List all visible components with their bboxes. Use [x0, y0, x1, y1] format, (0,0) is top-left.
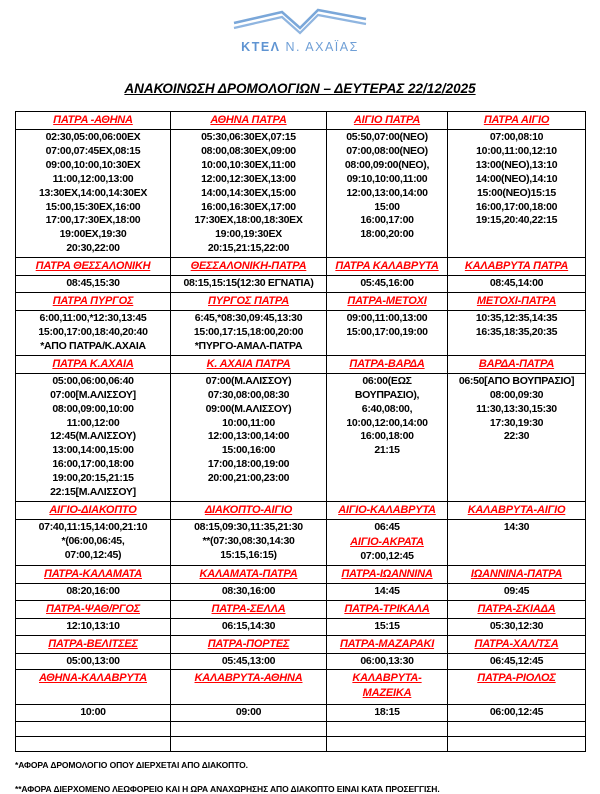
time-line: ΒΟΥΠΡΑΣΙΟ),: [354, 388, 420, 401]
time-line: 10:00,10:30ΕΧ,11:00: [201, 158, 296, 171]
route-name: ΠΑΤΡΑ Κ.ΑΧΑΙΑ: [52, 357, 134, 370]
route-header-cell: [448, 565, 586, 583]
time-line: 16:35,18:35,20:35: [475, 325, 558, 338]
time-line: 02:30,05:00,06:00ΕΧ: [45, 131, 141, 143]
time-line: 08:30,16:00: [221, 584, 276, 597]
time-line: 15:15: [374, 619, 400, 632]
time-line: 05:50,07:00(ΝΕΟ): [346, 131, 428, 143]
ktel-logo: [0, 0, 600, 54]
route-name: Κ. ΑΧΑΙΑ ΠΑΤΡΑ: [206, 357, 291, 370]
route-header-cell: [16, 293, 171, 311]
time-line: 19:15,20:40,22:15: [475, 214, 558, 227]
route-header-cell: [448, 501, 586, 519]
time-line: 08:20,16:00: [66, 584, 120, 597]
time-line: 17:00,17:30ΕΧ,18:00: [45, 214, 141, 227]
time-line: 15:00: [374, 200, 400, 213]
times-row: [16, 618, 586, 635]
empty-cell: [448, 722, 586, 737]
empty-cell: [16, 722, 171, 737]
time-line: 10:00: [80, 706, 106, 719]
time-line: 08:15,15:15(12:30 ΕΓΝΑΤΙΑ): [183, 277, 314, 290]
route-header-cell: [171, 501, 327, 519]
times-row: [16, 130, 586, 258]
ktel-wings-icon: [230, 7, 370, 37]
times-cell: [327, 373, 448, 501]
time-line: 06:00(ΕΩΣ: [362, 374, 412, 387]
route-header-cell: [448, 600, 586, 618]
ktel-logo-rest: Ν. ΑΧΑΪΑΣ: [280, 40, 359, 54]
time-line: 07:40,11:15,14:00,21:10: [38, 520, 148, 533]
time-line: 09:10,10:00,11:00: [346, 172, 428, 185]
time-line: 15:00,17:00,18:40,20:40: [38, 325, 148, 338]
time-line: 15:00(ΝΕΟ)15:15: [477, 186, 556, 199]
times-cell: [448, 519, 586, 565]
time-line: 13:30ΕΧ,14:00,14:30ΕΧ: [38, 186, 148, 199]
route-name: ΚΑΛΑΒΡΥΤΑ-: [352, 672, 422, 685]
time-line: 17:00,18:00,19:00: [207, 458, 290, 471]
route-header-cell: [448, 355, 586, 373]
times-cell: [171, 705, 327, 722]
route-header-cell: [171, 355, 327, 373]
time-line: 13:00,14:00,15:00: [52, 444, 134, 457]
route-header-cell: [16, 635, 171, 653]
route-name: ΘΕΣΣΑΛΟΝΙΚΗ-ΠΑΤΡΑ: [190, 260, 307, 273]
route-name: ΑΙΓΙΟ ΠΑΤΡΑ: [353, 114, 421, 126]
time-line: 17:30,19:30: [489, 416, 544, 429]
time-line: 06:00,13:30: [360, 654, 414, 667]
times-cell: [16, 130, 171, 258]
time-line: 07:00[Μ.ΑΛΙΣΣΟΥ]: [50, 388, 136, 401]
time-line: 10:35,12:35,14:35: [475, 312, 558, 325]
empty-cell: [448, 737, 586, 752]
time-line: 6:45,*08:30,09:45,13:30: [194, 312, 303, 325]
time-line: 19:00,19:30ΕΧ: [215, 228, 282, 241]
time-line: 12:00,12:30ΕΧ,13:00: [201, 172, 296, 185]
time-line: 11:00,12:00,13:00: [52, 172, 134, 185]
time-line: **(07:30,08:30,14:30: [202, 534, 295, 547]
route-header-cell: [16, 112, 171, 130]
time-line: 07:00,12:45: [360, 549, 414, 562]
time-line: 07:00(Μ.ΑΛΙΣΣΟΥ): [205, 374, 292, 387]
time-line: 07:00,07:45ΕΧ,08:15: [45, 144, 141, 157]
times-cell: [16, 653, 171, 670]
time-line: 16:00,17:00,18:00: [52, 458, 134, 471]
time-line: 05:00,06:00,06:40: [52, 374, 134, 387]
time-line: 13:00(ΝΕΟ),13:10: [475, 158, 558, 171]
time-line: 6:40,08:00,: [361, 402, 413, 415]
time-line: 15:00,15:30ΕΧ,16:00: [45, 200, 141, 213]
route-header-cell: [327, 293, 448, 311]
route-header-cell: [16, 501, 171, 519]
time-line: 12:00,13:00,14:00: [346, 186, 428, 199]
times-cell: [16, 705, 171, 722]
empty-cell: [16, 737, 171, 752]
times-cell: [171, 653, 327, 670]
times-cell: [16, 311, 171, 356]
route-name: ΚΑΛΑΜΑΤΑ-ΠΑΤΡΑ: [199, 567, 298, 580]
time-line: 09:00(Μ.ΑΛΙΣΣΟΥ): [205, 402, 292, 415]
route-name: ΠΥΡΓΟΣ ΠΑΤΡΑ: [208, 295, 289, 308]
route-name: ΠΑΤΡΑ ΘΕΣΣΑΛΟΝΙΚΗ: [35, 260, 151, 273]
time-line: 14:00,14:30ΕΧ,15:00: [201, 186, 296, 199]
route-header-cell: [171, 293, 327, 311]
times-cell: [327, 583, 448, 600]
route-header-cell: [327, 501, 448, 519]
times-cell: [448, 618, 586, 635]
times-row: [16, 519, 586, 565]
times-row: [16, 311, 586, 356]
time-line: 05:00,13:00: [66, 654, 120, 667]
route-name: ΠΑΤΡΑ-ΣΚΙΑΔΑ: [477, 602, 556, 615]
time-line: 15:15,16:15): [220, 548, 277, 561]
time-line: 08:45,14:00: [489, 277, 544, 290]
time-line: 08:00,08:30ΕΧ,09:00: [201, 144, 296, 157]
route-name: ΑΘΗΝΑ-ΚΑΛΑΒΡΥΤΑ: [39, 672, 147, 685]
times-row: [16, 653, 586, 670]
route-name: ΠΑΤΡΑ -ΑΘΗΝΑ: [53, 114, 133, 126]
time-line: 06:45: [374, 520, 400, 533]
time-line: 15:00,16:00: [221, 444, 276, 457]
route-subheader: ΑΙΓΙΟ-ΑΚΡΑΤΑ: [350, 535, 424, 548]
times-cell: [327, 276, 448, 293]
time-line: 12:00,13:00,14:00: [207, 430, 290, 443]
route-header-row: [16, 258, 586, 276]
route-name: ΠΑΤΡΑ-ΒΑΡΔΑ: [349, 357, 425, 370]
time-line: 22:30: [503, 430, 530, 443]
time-line: 6:00,11:00,*12:30,13:45: [39, 312, 147, 325]
time-line: 08:45,15:30: [66, 277, 120, 290]
times-cell: [16, 618, 171, 635]
route-name: ΑΙΓΙΟ-ΚΑΛΑΒΡΥΤΑ: [338, 503, 436, 516]
times-cell: [327, 130, 448, 258]
time-line: 21:15: [374, 444, 400, 457]
time-line: 08:15,09:30,11:35,21:30: [194, 520, 303, 533]
route-name: ΔΙΑΚΟΠΤΟ-ΑΙΓΙΟ: [204, 503, 293, 516]
times-cell: [448, 583, 586, 600]
route-name: ΠΑΤΡΑ-ΨΑΘ/ΡΓΟΣ: [45, 602, 140, 615]
page-title: ΑΝΑΚΟΙΝΩΣΗ ΔΡΟΜΟΛΟΓΙΩΝ – ΔΕΥΤΕΡΑΣ 22/12/2025: [124, 81, 476, 96]
times-row: [16, 373, 586, 501]
route-name: ΠΑΤΡΑ-ΡΙΟΛΟΣ: [477, 672, 556, 685]
route-name: ΠΑΤΡΑ-ΙΩΑΝΝΙΝΑ: [341, 567, 433, 580]
time-line: 06:45,12:45: [489, 654, 544, 667]
time-line: 09:45: [503, 584, 530, 597]
time-line: 05:30,12:30: [489, 619, 544, 632]
ktel-logo-bold: ΚΤΕΛ: [241, 40, 281, 54]
ktel-logo-text: [0, 40, 600, 54]
times-cell: [327, 519, 448, 565]
time-line: 14:30: [503, 520, 530, 533]
route-name: ΠΑΤΡΑ-ΒΕΛΙΤΣΕΣ: [48, 637, 138, 650]
schedule-table-body: [16, 112, 586, 752]
empty-cell: [171, 737, 327, 752]
footnote-2: **ΑΦΟΡΑ ΔΙΕΡΧΟΜΕΝΟ ΛΕΩΦΟΡΕΙΟ ΚΑΙ Η ΩΡΑ ΑΝΑΧΩΡΗΣΗΣ ΑΠΟ ΔΙΑΚΟΠΤΟ ΕΙΝΑΙ ΚΑΤΑ ΠΡΟΣΕΓΓΙΣΗ.: [15, 784, 440, 794]
time-line: 10:00,11:00: [222, 416, 275, 429]
route-name: ΠΑΤΡΑ-ΧΑΛ/ΤΣΑ: [474, 637, 559, 650]
times-cell: [448, 705, 586, 722]
time-line: 09:00,10:00,10:30ΕΧ: [45, 158, 141, 171]
time-line: 10:00,12:00,14:00: [346, 416, 428, 429]
time-line: 09:00: [235, 706, 262, 719]
route-name: ΜΕΤΟΧΙ-ΠΑΤΡΑ: [476, 295, 557, 308]
route-name: ΚΑΛΑΒΡΥΤΑ-ΑΘΗΝΑ: [194, 672, 303, 685]
route-header-row: [16, 501, 586, 519]
time-line: 22:15[Μ.ΑΛΙΣΣΟΥ]: [50, 486, 136, 499]
empty-cell: [327, 737, 448, 752]
time-line: *ΠΥΡΓΟ-ΑΜΑΛ-ΠΑΤΡΑ: [194, 339, 303, 352]
route-header-cell: [16, 565, 171, 583]
time-line: 08:00,09:00,10:00: [52, 402, 134, 415]
time-line: 06:50[ΑΠΟ ΒΟΥΠΡΑΣΙΟ]: [458, 374, 575, 387]
route-name: ΠΑΤΡΑ ΠΥΡΓΟΣ: [52, 295, 134, 308]
route-header-row: [16, 355, 586, 373]
footnote-1: *ΑΦΟΡΑ ΔΡΟΜΟΛΟΓΙΟ ΟΠΟΥ ΔΙΕΡΧΕΤΑΙ ΑΠΟ ΔΙΑΚΟΠΤΟ.: [15, 760, 248, 771]
time-line: 15:00,17:15,18:00,20:00: [193, 325, 304, 338]
time-line: 16:00,17:00,18:00: [475, 200, 558, 213]
time-line: *(06:00,06:45,: [61, 534, 125, 547]
times-cell: [171, 519, 327, 565]
route-header-cell: [448, 112, 586, 130]
time-line: 16:00,18:00: [360, 430, 414, 443]
times-row: [16, 583, 586, 600]
times-row: [16, 276, 586, 293]
times-cell: [448, 653, 586, 670]
route-name: ΠΑΤΡΑ-ΤΡΙΚΑΛΑ: [344, 602, 430, 615]
times-cell: [327, 653, 448, 670]
time-line: 11:30,13:30,15:30: [476, 402, 557, 415]
time-line: 20:00,21:00,23:00: [207, 472, 290, 485]
route-header-cell: [171, 258, 327, 276]
schedule-table: [15, 111, 586, 752]
route-header-row: [16, 112, 586, 130]
times-cell: [171, 583, 327, 600]
time-line: 16:00,16:30ΕΧ,17:00: [201, 200, 296, 213]
route-name: ΠΑΤΡΑ ΑΙΓΙΟ: [483, 114, 550, 126]
time-line: 06:15,14:30: [221, 619, 276, 632]
time-line: 05:45,13:00: [221, 654, 276, 667]
empty-cell: [327, 722, 448, 737]
times-cell: [448, 373, 586, 501]
route-name: ΚΑΛΑΒΡΥΤΑ-ΑΙΓΙΟ: [467, 503, 566, 516]
time-line: 19:00,20:15,21:15: [52, 472, 134, 485]
time-line: 05:45,16:00: [360, 277, 414, 290]
route-name: ΚΑΛΑΒΡΥΤΑ ΠΑΤΡΑ: [464, 260, 569, 273]
route-name: ΠΑΤΡΑ-ΚΑΛΑΜΑΤΑ: [44, 567, 142, 580]
times-cell: [448, 130, 586, 258]
time-line: 08:00,09:00(ΝΕΟ),: [344, 158, 430, 171]
times-cell: [16, 276, 171, 293]
times-cell: [171, 130, 327, 258]
time-line: 15:00,17:00,19:00: [346, 325, 428, 338]
empty-row: [16, 722, 586, 737]
time-line: 19:00ΕΧ,19:30: [59, 228, 127, 241]
route-header-row: [16, 600, 586, 618]
route-header-cell: [327, 600, 448, 618]
times-row: [16, 705, 586, 722]
route-header-cell: [327, 258, 448, 276]
route-name: ΠΑΤΡΑ-ΜΑΖΑΡΑΚΙ: [339, 637, 435, 650]
route-header-cell: [16, 600, 171, 618]
times-cell: [327, 618, 448, 635]
times-cell: [16, 583, 171, 600]
time-line: 07:00,08:00(ΝΕΟ): [346, 144, 428, 157]
route-header-cell: [448, 258, 586, 276]
time-line: 05:30,06:30ΕΧ,07:15: [201, 131, 296, 143]
time-line: 14:00(ΝΕΟ),14:10: [475, 172, 558, 185]
time-line: 08:00,09:30: [489, 388, 544, 401]
route-header-cell: [327, 355, 448, 373]
time-line: 11:00,12:00: [66, 416, 120, 429]
times-cell: [171, 373, 327, 501]
time-line: 07:00,12:45): [64, 548, 122, 561]
time-line: 17:30ΕΧ,18:00,18:30ΕΧ: [194, 214, 303, 227]
route-header-cell: [448, 670, 586, 705]
route-header-cell: [448, 635, 586, 653]
route-name: ΜΑΖΕΙΚΑ: [362, 687, 412, 700]
times-cell: [171, 311, 327, 356]
time-line: 14:45: [374, 584, 400, 597]
route-header-cell: [448, 293, 586, 311]
route-name: ΑΙΓΙΟ-ΔΙΑΚΟΠΤΟ: [49, 503, 137, 516]
time-line: 20:15,21:15,22:00: [207, 242, 290, 255]
route-header-cell: [327, 565, 448, 583]
times-cell: [448, 311, 586, 356]
route-header-cell: [171, 635, 327, 653]
route-name: ΠΑΤΡΑ-ΣΕΛΛΑ: [211, 602, 286, 615]
time-line: 09:00,11:00,13:00: [346, 312, 428, 325]
route-header-cell: [16, 355, 171, 373]
route-header-row: [16, 670, 586, 705]
route-header-row: [16, 635, 586, 653]
empty-row: [16, 737, 586, 752]
route-header-cell: [327, 112, 448, 130]
route-header-cell: [171, 670, 327, 705]
route-header-cell: [327, 670, 448, 705]
route-header-cell: [171, 600, 327, 618]
times-cell: [171, 276, 327, 293]
route-header-row: [16, 565, 586, 583]
time-line: 06:00,12:45: [489, 706, 544, 719]
route-header-cell: [171, 565, 327, 583]
times-cell: [327, 705, 448, 722]
route-header-cell: [327, 635, 448, 653]
times-cell: [171, 618, 327, 635]
time-line: 16:00,17:00: [360, 214, 414, 227]
route-name: ΠΑΤΡΑ-ΠΟΡΤΕΣ: [207, 637, 290, 650]
route-name: ΠΑΤΡΑ ΚΑΛΑΒΡΥΤΑ: [335, 260, 439, 273]
route-name: ΠΑΤΡΑ-ΜΕΤΟΧΙ: [347, 295, 427, 308]
route-header-cell: [16, 258, 171, 276]
route-name: ΙΩΑΝΝΙΝΑ-ΠΑΤΡΑ: [470, 567, 563, 580]
times-cell: [16, 373, 171, 501]
route-name: ΑΘΗΝΑ ΠΑΤΡΑ: [210, 114, 287, 126]
times-cell: [16, 519, 171, 565]
empty-cell: [171, 722, 327, 737]
time-line: 10:00,11:00,12:10: [476, 144, 557, 157]
times-cell: [327, 311, 448, 356]
footnotes: [15, 760, 600, 794]
route-header-cell: [171, 112, 327, 130]
time-line: 18:00,20:00: [360, 228, 414, 241]
route-name: ΒΑΡΔΑ-ΠΑΤΡΑ: [478, 357, 555, 370]
time-line: 07:30,08:00,08:30: [207, 388, 290, 401]
time-line: 20:30,22:00: [66, 242, 120, 255]
times-cell: [448, 276, 586, 293]
time-line: 18:15: [374, 706, 400, 719]
time-line: *ΑΠΟ ΠΑΤΡΑ/Κ.ΑΧΑΙΑ: [40, 339, 146, 352]
time-line: 12:45(Μ.ΑΛΙΣΣΟΥ): [50, 430, 136, 443]
time-line: 07:00,08:10: [489, 131, 544, 143]
route-header-cell: [16, 670, 171, 705]
route-header-row: [16, 293, 586, 311]
time-line: 12:10,13:10: [66, 619, 120, 632]
